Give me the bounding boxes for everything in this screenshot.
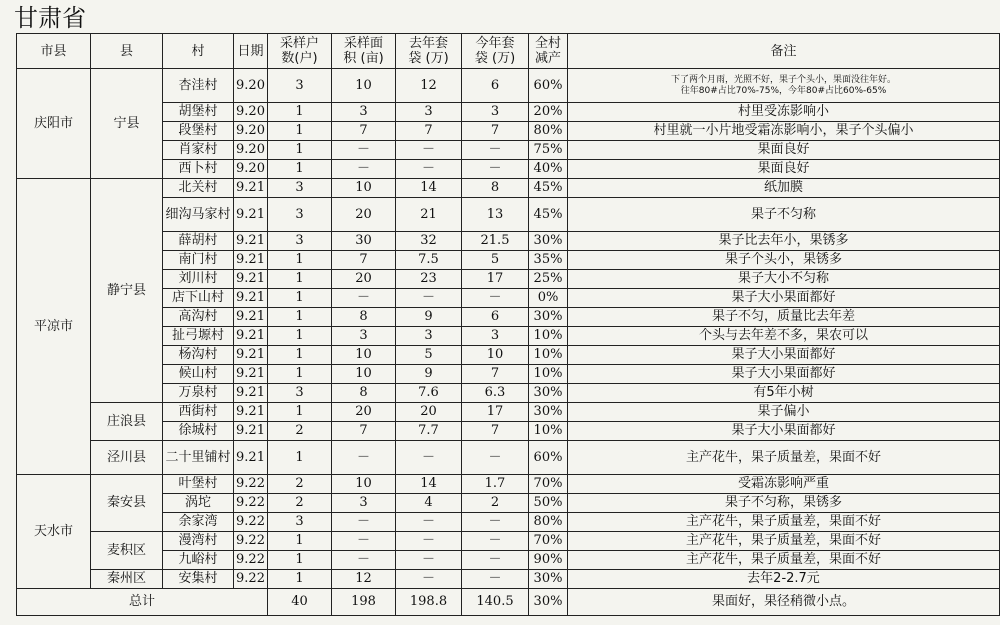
households-cell: 1 <box>268 365 332 384</box>
reduction-cell: 20% <box>529 103 568 122</box>
this-year-bags-cell: 7 <box>462 365 529 384</box>
village-cell: 安集村 <box>163 570 234 589</box>
header-row <box>17 34 1000 69</box>
county-cell: 秦州区 <box>91 570 163 589</box>
last-year-bags-cell: － <box>396 160 462 179</box>
date-cell: 9.22 <box>234 494 268 513</box>
this-year-bags-cell: 6.3 <box>462 384 529 403</box>
reduction-cell: 70% <box>529 475 568 494</box>
date-cell: 9.21 <box>234 198 268 232</box>
date-cell: 9.21 <box>234 179 268 198</box>
note-cell: 村里就一小片地受霜冻影响小，果子个头偏小 <box>568 122 1000 141</box>
this-year-bags-cell: 3 <box>462 327 529 346</box>
note-cell: 纸加膜 <box>568 179 1000 198</box>
area-cell: 10 <box>332 365 396 384</box>
table-row <box>17 270 1000 289</box>
city-cell: 庆阳市 <box>17 69 91 179</box>
note-cell: 果面良好 <box>568 160 1000 179</box>
note-cell: 个头与去年差不多，果农可以 <box>568 327 1000 346</box>
date-cell: 9.21 <box>234 327 268 346</box>
area-cell: 7 <box>332 122 396 141</box>
date-cell: 9.21 <box>234 422 268 441</box>
county-cell: 静宁县 <box>91 179 163 403</box>
this-year-bags-cell: － <box>462 513 529 532</box>
village-cell: 南门村 <box>163 251 234 270</box>
date-cell: 9.20 <box>234 69 268 103</box>
village-cell: 九峪村 <box>163 551 234 570</box>
table-row <box>17 513 1000 532</box>
note-cell: 有5年小树 <box>568 384 1000 403</box>
date-cell: 9.21 <box>234 403 268 422</box>
this-year-bags-cell: 5 <box>462 251 529 270</box>
village-cell: 叶堡村 <box>163 475 234 494</box>
reduction-cell: 75% <box>529 141 568 160</box>
last-year-bags-cell: 21 <box>396 198 462 232</box>
households-cell: 1 <box>268 160 332 179</box>
households-cell: 3 <box>268 232 332 251</box>
this-year-bags-cell: － <box>462 551 529 570</box>
note-cell: 果子不匀，质量比去年差 <box>568 308 1000 327</box>
households-cell: 2 <box>268 475 332 494</box>
reduction-cell: 80% <box>529 122 568 141</box>
area-cell: 12 <box>332 570 396 589</box>
village-cell: 万泉村 <box>163 384 234 403</box>
table-row <box>17 551 1000 570</box>
households-cell: 3 <box>268 384 332 403</box>
header-cell: 市县 <box>17 34 91 69</box>
header-cell: 去年套 袋 (万) <box>396 34 462 69</box>
note-cell: 主产花牛，果子质量差，果面不好 <box>568 513 1000 532</box>
last-year-bags-cell: 7.5 <box>396 251 462 270</box>
this-year-bags-cell: 21.5 <box>462 232 529 251</box>
total-households: 40 <box>268 589 332 616</box>
note-cell: 果子大小果面都好 <box>568 346 1000 365</box>
note-line: 往年80#占比70%-75%，今年80#占比60%-65% <box>680 85 887 96</box>
date-cell: 9.22 <box>234 513 268 532</box>
this-year-bags-cell: － <box>462 570 529 589</box>
last-year-bags-cell: 3 <box>396 327 462 346</box>
table-row <box>17 346 1000 365</box>
area-cell: 20 <box>332 403 396 422</box>
table-row <box>17 532 1000 551</box>
village-cell: 薛胡村 <box>163 232 234 251</box>
area-cell: 10 <box>332 475 396 494</box>
reduction-cell: 35% <box>529 251 568 270</box>
date-cell: 9.21 <box>234 251 268 270</box>
village-cell: 北关村 <box>163 179 234 198</box>
date-cell: 9.20 <box>234 160 268 179</box>
area-cell: 8 <box>332 384 396 403</box>
village-cell: 徐城村 <box>163 422 234 441</box>
reduction-cell: 60% <box>529 441 568 475</box>
note-cell: 果子个头小，果锈多 <box>568 251 1000 270</box>
reduction-cell: 10% <box>529 365 568 384</box>
note-cell <box>568 69 1000 103</box>
area-cell: － <box>332 160 396 179</box>
table-row <box>17 289 1000 308</box>
county-cell: 泾川县 <box>91 441 163 475</box>
total-label: 总计 <box>17 589 268 616</box>
total-this-year-bags: 140.5 <box>462 589 529 616</box>
area-cell: 3 <box>332 494 396 513</box>
households-cell: 3 <box>268 198 332 232</box>
last-year-bags-cell: － <box>396 551 462 570</box>
last-year-bags-cell: 14 <box>396 179 462 198</box>
county-cell: 秦安县 <box>91 475 163 532</box>
table-row <box>17 365 1000 384</box>
note-cell: 主产花牛，果子质量差，果面不好 <box>568 441 1000 475</box>
reduction-cell: 30% <box>529 403 568 422</box>
households-cell: 2 <box>268 494 332 513</box>
date-cell: 9.22 <box>234 475 268 494</box>
reduction-cell: 45% <box>529 179 568 198</box>
total-row <box>17 589 1000 616</box>
table-row <box>17 103 1000 122</box>
reduction-cell: 0% <box>529 289 568 308</box>
this-year-bags-cell: 6 <box>462 69 529 103</box>
header-cell: 备注 <box>568 34 1000 69</box>
village-cell: 二十里铺村 <box>163 441 234 475</box>
households-cell: 1 <box>268 289 332 308</box>
area-cell: 7 <box>332 251 396 270</box>
date-cell: 9.21 <box>234 384 268 403</box>
total-area: 198 <box>332 589 396 616</box>
area-cell: － <box>332 289 396 308</box>
this-year-bags-cell: － <box>462 289 529 308</box>
survey-table <box>16 33 1000 616</box>
note-cell: 果子大小果面都好 <box>568 422 1000 441</box>
table-row <box>17 232 1000 251</box>
area-cell: 3 <box>332 103 396 122</box>
this-year-bags-cell: － <box>462 160 529 179</box>
reduction-cell: 30% <box>529 232 568 251</box>
this-year-bags-cell: 17 <box>462 270 529 289</box>
note-cell: 去年2-2.7元 <box>568 570 1000 589</box>
this-year-bags-cell: 7 <box>462 122 529 141</box>
last-year-bags-cell: 3 <box>396 103 462 122</box>
note-cell: 果子不匀称，果锈多 <box>568 494 1000 513</box>
total-reduction: 30% <box>529 589 568 616</box>
city-cell: 平凉市 <box>17 179 91 475</box>
date-cell: 9.20 <box>234 141 268 160</box>
header-cell: 村 <box>163 34 234 69</box>
households-cell: 1 <box>268 551 332 570</box>
village-cell: 胡堡村 <box>163 103 234 122</box>
village-cell: 段堡村 <box>163 122 234 141</box>
reduction-cell: 30% <box>529 384 568 403</box>
this-year-bags-cell: － <box>462 141 529 160</box>
reduction-cell: 60% <box>529 69 568 103</box>
village-cell: 店下山村 <box>163 289 234 308</box>
date-cell: 9.21 <box>234 289 268 308</box>
last-year-bags-cell: 9 <box>396 308 462 327</box>
date-cell: 9.21 <box>234 232 268 251</box>
households-cell: 1 <box>268 141 332 160</box>
village-cell: 扯弓塬村 <box>163 327 234 346</box>
households-cell: 1 <box>268 570 332 589</box>
last-year-bags-cell: － <box>396 441 462 475</box>
households-cell: 1 <box>268 532 332 551</box>
last-year-bags-cell: 5 <box>396 346 462 365</box>
header-cell: 采样面 积 (亩) <box>332 34 396 69</box>
county-cell: 宁县 <box>91 69 163 179</box>
area-cell: 3 <box>332 327 396 346</box>
households-cell: 1 <box>268 308 332 327</box>
households-cell: 1 <box>268 327 332 346</box>
note-cell: 主产花牛，果子质量差，果面不好 <box>568 532 1000 551</box>
city-cell: 天水市 <box>17 475 91 589</box>
this-year-bags-cell: 3 <box>462 103 529 122</box>
last-year-bags-cell: － <box>396 141 462 160</box>
households-cell: 1 <box>268 270 332 289</box>
reduction-cell: 50% <box>529 494 568 513</box>
last-year-bags-cell: 12 <box>396 69 462 103</box>
total-last-year-bags: 198.8 <box>396 589 462 616</box>
village-cell: 刘川村 <box>163 270 234 289</box>
village-cell: 涡坨 <box>163 494 234 513</box>
date-cell: 9.21 <box>234 346 268 365</box>
table-row <box>17 494 1000 513</box>
last-year-bags-cell: － <box>396 570 462 589</box>
table-row <box>17 251 1000 270</box>
area-cell: － <box>332 532 396 551</box>
households-cell: 1 <box>268 346 332 365</box>
reduction-cell: 25% <box>529 270 568 289</box>
this-year-bags-cell: 8 <box>462 179 529 198</box>
households-cell: 1 <box>268 403 332 422</box>
area-cell: － <box>332 441 396 475</box>
county-cell: 庄浪县 <box>91 403 163 441</box>
households-cell: 3 <box>268 179 332 198</box>
note-cell: 果子大小不匀称 <box>568 270 1000 289</box>
village-cell: 候山村 <box>163 365 234 384</box>
households-cell: 1 <box>268 441 332 475</box>
reduction-cell: 30% <box>529 570 568 589</box>
note-cell: 果子比去年小，果锈多 <box>568 232 1000 251</box>
area-cell: 20 <box>332 198 396 232</box>
note-cell: 果子大小果面都好 <box>568 289 1000 308</box>
village-cell: 漫湾村 <box>163 532 234 551</box>
date-cell: 9.22 <box>234 551 268 570</box>
county-cell: 麦积区 <box>91 532 163 570</box>
date-cell: 9.21 <box>234 441 268 475</box>
area-cell: 8 <box>332 308 396 327</box>
reduction-cell: 45% <box>529 198 568 232</box>
area-cell: － <box>332 551 396 570</box>
note-cell: 主产花牛，果子质量差，果面不好 <box>568 551 1000 570</box>
note-line: 下了两个月雨，光照不好，果子个头小，果面没往年好。 <box>670 74 896 85</box>
table-row <box>17 384 1000 403</box>
last-year-bags-cell: － <box>396 513 462 532</box>
area-cell: 10 <box>332 346 396 365</box>
last-year-bags-cell: 23 <box>396 270 462 289</box>
village-cell: 高沟村 <box>163 308 234 327</box>
last-year-bags-cell: 32 <box>396 232 462 251</box>
header-cell: 县 <box>91 34 163 69</box>
area-cell: － <box>332 513 396 532</box>
village-cell: 细沟马家村 <box>163 198 234 232</box>
page-title: 甘肃省 <box>14 4 86 32</box>
area-cell: 7 <box>332 422 396 441</box>
table-row <box>17 198 1000 232</box>
table-row <box>17 122 1000 141</box>
table-row <box>17 475 1000 494</box>
this-year-bags-cell: 10 <box>462 346 529 365</box>
table-row <box>17 308 1000 327</box>
reduction-cell: 30% <box>529 308 568 327</box>
last-year-bags-cell: 7.7 <box>396 422 462 441</box>
note-cell: 果子不匀称 <box>568 198 1000 232</box>
this-year-bags-cell: 13 <box>462 198 529 232</box>
note-cell: 受霜冻影响严重 <box>568 475 1000 494</box>
reduction-cell: 10% <box>529 346 568 365</box>
area-cell: 30 <box>332 232 396 251</box>
date-cell: 9.22 <box>234 570 268 589</box>
last-year-bags-cell: 7.6 <box>396 384 462 403</box>
village-cell: 余家湾 <box>163 513 234 532</box>
this-year-bags-cell: 7 <box>462 422 529 441</box>
date-cell: 9.21 <box>234 308 268 327</box>
date-cell: 9.21 <box>234 270 268 289</box>
header-cell: 今年套 袋 (万) <box>462 34 529 69</box>
date-cell: 9.20 <box>234 122 268 141</box>
reduction-cell: 80% <box>529 513 568 532</box>
area-cell: 20 <box>332 270 396 289</box>
note-cell: 果子偏小 <box>568 403 1000 422</box>
area-cell: 10 <box>332 69 396 103</box>
note-cell: 果面良好 <box>568 141 1000 160</box>
note-cell: 村里受冻影响小 <box>568 103 1000 122</box>
households-cell: 1 <box>268 251 332 270</box>
date-cell: 9.20 <box>234 103 268 122</box>
note-cell: 果子大小果面都好 <box>568 365 1000 384</box>
last-year-bags-cell: 20 <box>396 403 462 422</box>
date-cell: 9.22 <box>234 532 268 551</box>
last-year-bags-cell: 14 <box>396 475 462 494</box>
date-cell: 9.21 <box>234 365 268 384</box>
households-cell: 1 <box>268 122 332 141</box>
village-cell: 杏洼村 <box>163 69 234 103</box>
table-row <box>17 141 1000 160</box>
last-year-bags-cell: 9 <box>396 365 462 384</box>
total-note: 果面好，果径稍微小点。 <box>568 589 1000 616</box>
this-year-bags-cell: 2 <box>462 494 529 513</box>
table-row <box>17 570 1000 589</box>
reduction-cell: 90% <box>529 551 568 570</box>
village-cell: 杨沟村 <box>163 346 234 365</box>
this-year-bags-cell: － <box>462 441 529 475</box>
last-year-bags-cell: － <box>396 532 462 551</box>
this-year-bags-cell: 6 <box>462 308 529 327</box>
header-cell: 采样户 数(户) <box>268 34 332 69</box>
table-row <box>17 422 1000 441</box>
households-cell: 1 <box>268 103 332 122</box>
reduction-cell: 40% <box>529 160 568 179</box>
households-cell: 2 <box>268 422 332 441</box>
this-year-bags-cell: － <box>462 532 529 551</box>
header-cell: 全村 减产 <box>529 34 568 69</box>
table-row <box>17 403 1000 422</box>
reduction-cell: 10% <box>529 327 568 346</box>
village-cell: 西街村 <box>163 403 234 422</box>
table-row <box>17 69 1000 103</box>
households-cell: 3 <box>268 513 332 532</box>
reduction-cell: 10% <box>529 422 568 441</box>
table-row <box>17 179 1000 198</box>
last-year-bags-cell: 4 <box>396 494 462 513</box>
households-cell: 3 <box>268 69 332 103</box>
village-cell: 西卜村 <box>163 160 234 179</box>
area-cell: 10 <box>332 179 396 198</box>
area-cell: － <box>332 141 396 160</box>
last-year-bags-cell: 7 <box>396 122 462 141</box>
table-row <box>17 160 1000 179</box>
last-year-bags-cell: － <box>396 289 462 308</box>
table-row <box>17 327 1000 346</box>
header-cell: 日期 <box>234 34 268 69</box>
table-row <box>17 441 1000 475</box>
village-cell: 肖家村 <box>163 141 234 160</box>
this-year-bags-cell: 1.7 <box>462 475 529 494</box>
reduction-cell: 70% <box>529 532 568 551</box>
table-body <box>17 69 1000 616</box>
this-year-bags-cell: 17 <box>462 403 529 422</box>
